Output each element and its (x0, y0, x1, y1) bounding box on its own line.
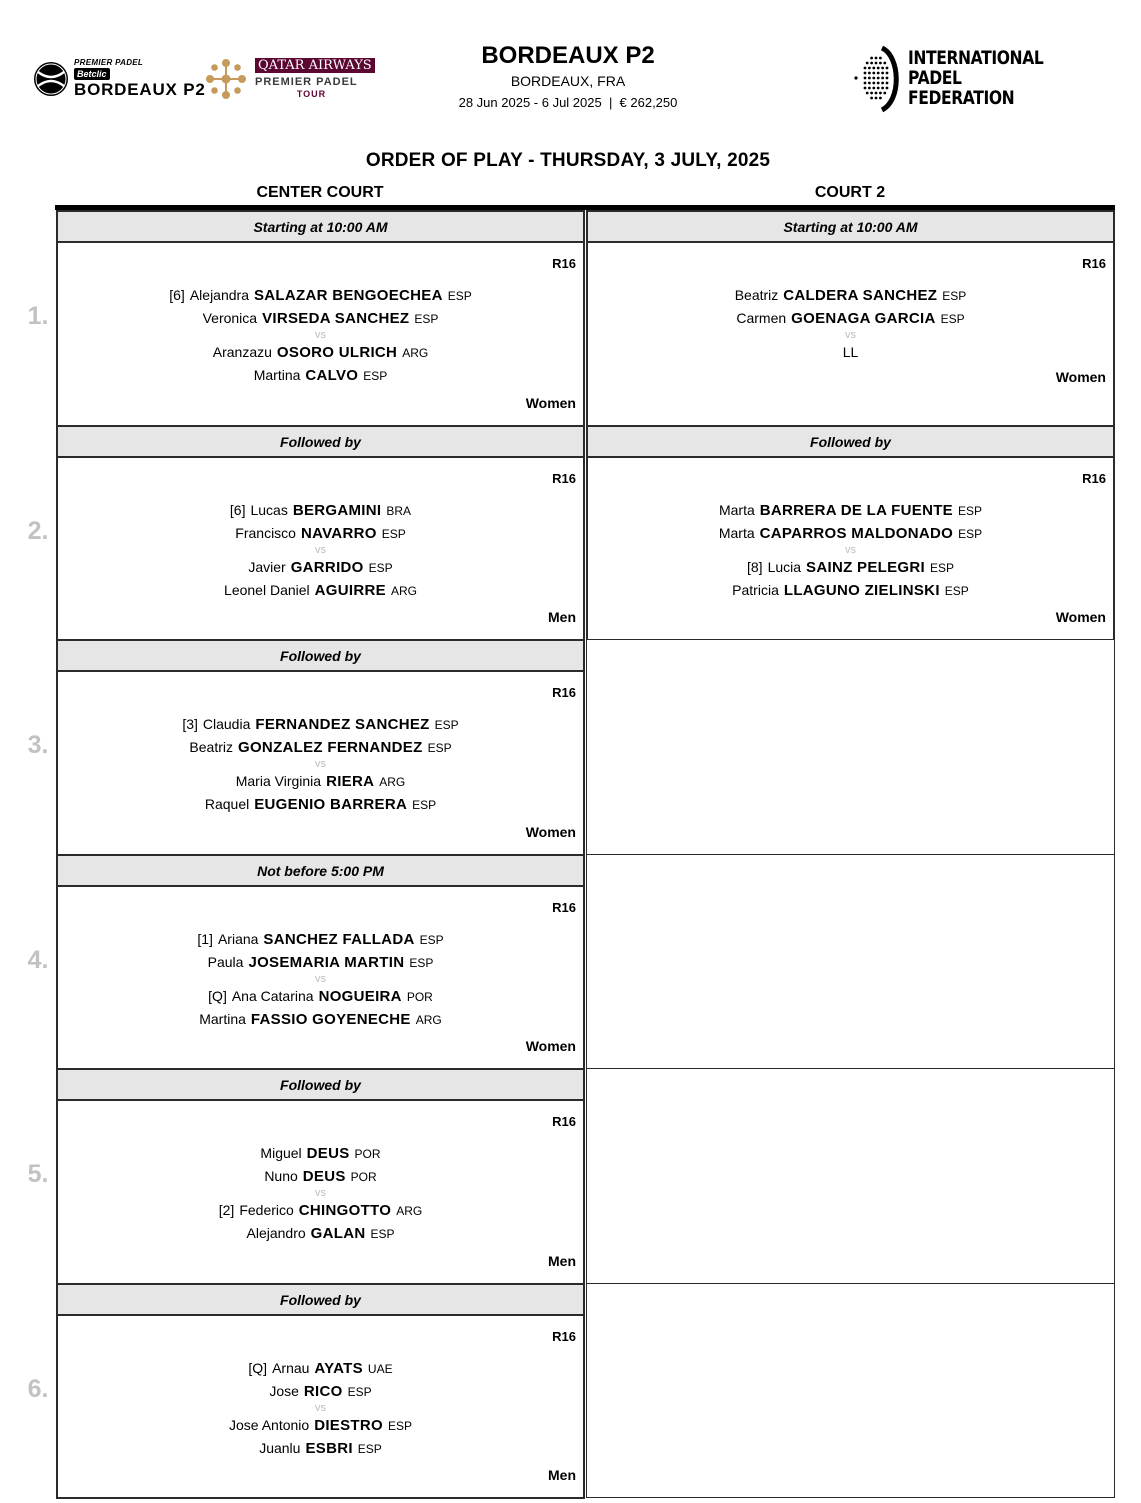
player-line (58, 793, 583, 816)
player-line (58, 1437, 583, 1460)
player-last-name: BERGAMINI (292, 501, 382, 519)
player-country: ESP (370, 1227, 395, 1241)
flower-icon (203, 56, 249, 102)
player-last-name: SANCHEZ FALLADA (263, 930, 415, 948)
player-last-name: VIRSEDA SANCHEZ (262, 310, 410, 327)
ipf-dot (872, 82, 875, 85)
match-category: Men (548, 1252, 576, 1269)
player-seed: [Q] (248, 1359, 268, 1376)
match-time-slot: Followed by (58, 1070, 583, 1101)
player-line (58, 1380, 583, 1403)
player-first-name: Beatriz (189, 739, 233, 755)
player-line (58, 713, 583, 736)
player-line (58, 284, 583, 307)
player-last-name: GOENAGA GARCIA (791, 310, 936, 327)
ipf-dot (879, 57, 882, 60)
player-last-name: EUGENIO BARRERA (254, 796, 408, 813)
player-country: ARG (379, 775, 406, 789)
player-line (58, 770, 583, 793)
match-time-slot: Followed by (58, 641, 583, 672)
versus-label: vs (315, 972, 326, 985)
ipf-text (908, 48, 1043, 108)
player-first-name: Paula (207, 953, 244, 970)
premier-padel-text: PREMIER PADEL (74, 58, 144, 67)
empty-slot (586, 639, 1115, 855)
match-time-slot: Starting at 10:00 AM (588, 212, 1113, 243)
ipf-dot (879, 97, 882, 100)
player-line (58, 951, 583, 974)
match-category: Men (548, 1467, 576, 1483)
player-last-name: AGUIRRE (314, 581, 386, 599)
player-last-name: GALAN (310, 1225, 366, 1242)
player-country: ESP (419, 932, 444, 947)
player-seed: [6] (169, 287, 185, 303)
ipf-line-1: INTERNATIONAL (908, 47, 1044, 69)
player-last-name: DEUS (306, 1145, 350, 1162)
versus-label: vs (845, 329, 856, 341)
row-number: 3. (27, 731, 49, 759)
match-cell (56, 425, 585, 642)
order-of-play-title: ORDER OF PLAY - THURSDAY, 3 JULY, 2025 (365, 150, 771, 171)
player-line (58, 499, 583, 522)
player-line (588, 307, 1113, 330)
ipf-dot (883, 92, 886, 95)
match-category: Women (1055, 368, 1106, 385)
player-country: ESP (414, 312, 439, 326)
ipf-dot (872, 72, 875, 75)
match-round: R16 (552, 899, 576, 915)
player-line (58, 1357, 583, 1380)
player-first-name: Leonel Daniel (224, 581, 310, 598)
player-seed: [8] (747, 558, 763, 575)
row-number: 4. (27, 945, 49, 974)
ipf-dot (879, 92, 882, 95)
ipf-dot (886, 87, 889, 90)
player-last-name: OSORO ULRICH (276, 344, 398, 361)
event-title: BORDEAUX P2 (481, 42, 655, 69)
match-time-slot: Followed by (58, 427, 583, 458)
player-last-name: CHINGOTTO (298, 1202, 392, 1219)
empty-slot (586, 1068, 1115, 1284)
match-cell (586, 425, 1115, 642)
ipf-dot (868, 77, 871, 80)
ipf-dot (872, 77, 875, 80)
match-cell (56, 854, 585, 1071)
player-first-name: Lucia (767, 558, 802, 575)
player-first-name: Jose Antonio (229, 1416, 310, 1433)
player-country: ESP (387, 1418, 412, 1433)
ipf-dot (877, 67, 880, 70)
player-country: BRA (386, 503, 412, 518)
player-country: ESP (940, 312, 965, 326)
match-time-slot: Followed by (58, 1285, 583, 1316)
match-cell (586, 210, 1115, 427)
player-last-name: BARRERA DE LA FUENTE (759, 501, 953, 519)
ipf-dot (881, 87, 884, 90)
ipf-dot (868, 67, 871, 70)
qatar-airways-premier-padel-logo (203, 56, 373, 104)
player-country: UAE (367, 1361, 393, 1376)
ipf-dot (872, 87, 875, 90)
player-last-name: CALVO (305, 367, 359, 384)
tour-text: TOUR (296, 89, 327, 99)
player-first-name: Claudia (202, 716, 251, 732)
player-last-name: RICO (303, 1382, 343, 1400)
match-category: Men (548, 609, 576, 625)
player-first-name: Maria Virginia (235, 773, 322, 789)
player-line (58, 341, 583, 364)
player-country: ESP (944, 583, 969, 598)
premier-padel-subtitle: PREMIER PADEL (255, 76, 358, 88)
match-time-slot: Starting at 10:00 AM (58, 212, 583, 243)
player-seed: [1] (197, 930, 213, 947)
ipf-dot (886, 77, 889, 80)
match-category: Women (525, 394, 576, 411)
player-country: ESP (347, 1384, 372, 1399)
player-line (58, 985, 583, 1008)
player-first-name: Alejandra (189, 287, 249, 303)
player-country: ESP (942, 289, 967, 303)
padel-ball-icon (32, 60, 70, 98)
ipf-dot (881, 77, 884, 80)
match-category: Women (525, 823, 576, 840)
player-last-name: NOGUEIRA (318, 987, 402, 1005)
ipf-dot (881, 67, 884, 70)
player-country: POR (354, 1147, 381, 1161)
player-country: ESP (434, 718, 459, 732)
ipf-dot (881, 82, 884, 85)
player-seed: [6] (229, 501, 246, 518)
ipf-racket-icon (852, 44, 904, 114)
ipf-dot (872, 67, 875, 70)
player-country: ESP (427, 741, 452, 755)
ipf-line-2: PADEL (908, 67, 962, 89)
player-last-name: NAVARRO (300, 524, 377, 542)
player-line (58, 522, 583, 545)
player-line (58, 307, 583, 330)
player-country: ESP (409, 955, 434, 970)
player-last-name: AYATS (314, 1359, 363, 1377)
player-country: ARG (396, 1204, 423, 1218)
player-last-name: DIESTRO (314, 1416, 383, 1434)
page-header (0, 0, 1141, 140)
player-first-name: Beatriz (734, 287, 779, 303)
player-first-name: Veronica (202, 310, 258, 326)
player-line (588, 284, 1113, 307)
player-line (58, 736, 583, 759)
player-line (58, 1222, 583, 1245)
match-round: R16 (552, 1328, 576, 1344)
player-country: POR (406, 989, 433, 1004)
player-last-name: SALAZAR BENGOECHEA (253, 287, 443, 304)
player-line (58, 1008, 583, 1031)
player-last-name: DEUS (302, 1168, 346, 1185)
match-round: R16 (1082, 256, 1106, 271)
ipf-dot (886, 82, 889, 85)
versus-label: vs (315, 1187, 326, 1199)
match-round: R16 (552, 470, 576, 486)
player-country: ARG (390, 583, 417, 598)
match-players (58, 1357, 583, 1460)
player-last-name: GONZALEZ FERNANDEZ (238, 739, 423, 756)
match-cell (56, 639, 585, 856)
player-country: ESP (381, 526, 406, 541)
player-country: ESP (368, 560, 393, 575)
player-line (588, 556, 1113, 579)
ipf-dot (877, 72, 880, 75)
ipf-dot (864, 87, 867, 90)
ipf-dot (879, 62, 882, 65)
ipf-dot (886, 72, 889, 75)
match-time-slot: Followed by (588, 427, 1113, 458)
match-category: Women (1055, 609, 1106, 625)
player-first-name: Carmen (736, 310, 787, 326)
match-players (588, 499, 1113, 602)
player-country: ESP (447, 289, 472, 303)
match-players (588, 284, 1113, 364)
player-country: POR (350, 1170, 377, 1184)
row-number: 5. (27, 1160, 49, 1188)
player-first-name: Alejandro (246, 1225, 306, 1241)
player-line (58, 1142, 583, 1165)
player-first-name: Aranzazu (212, 344, 272, 360)
player-first-name: Ana Catarina (231, 987, 314, 1004)
match-cell (56, 210, 585, 427)
bordeaux-p2-logo (32, 58, 206, 100)
match-cell (56, 1068, 585, 1285)
ipf-dot (864, 72, 867, 75)
ipf-dot (875, 57, 878, 60)
match-round: R16 (1082, 470, 1106, 486)
match-players (58, 284, 583, 387)
sponsor-badge: Betclic (74, 68, 110, 80)
player-last-name: FASSIO GOYENECHE (250, 1010, 411, 1028)
row-number: 6. (27, 1374, 49, 1403)
player-first-name: Juanlu (259, 1439, 301, 1456)
player-country: ESP (929, 560, 954, 575)
player-country: ESP (412, 798, 437, 812)
player-first-name: Miguel (260, 1145, 302, 1161)
player-first-name: Patricia (732, 581, 779, 598)
ipf-dot (886, 67, 889, 70)
player-seed: [Q] (208, 987, 227, 1004)
player-line (58, 364, 583, 387)
ipf-dot (866, 92, 869, 95)
player-first-name: Javier (248, 558, 286, 575)
match-players (58, 713, 583, 816)
match-players (58, 928, 583, 1031)
player-last-name: CALDERA SANCHEZ (783, 287, 938, 304)
ipf-dot (881, 72, 884, 75)
match-cell (56, 1283, 585, 1500)
match-round: R16 (552, 685, 576, 700)
ipf-dot (877, 77, 880, 80)
ipf-dot (870, 97, 873, 100)
event-info (420, 42, 716, 113)
versus-label: vs (315, 1401, 326, 1414)
player-first-name: Marta (718, 524, 755, 541)
empty-slot (586, 854, 1115, 1070)
player-line (588, 579, 1113, 602)
player-first-name: Marta (718, 501, 755, 518)
player-last-name: SAINZ PELEGRI (806, 558, 925, 576)
ipf-dot (870, 62, 873, 65)
player-country: ARG (415, 1012, 442, 1027)
ipf-dot (866, 62, 869, 65)
player-first-name: Francisco (235, 524, 296, 541)
player-line (58, 556, 583, 579)
ipf-dot (864, 67, 867, 70)
player-last-name: ESBRI (305, 1439, 353, 1457)
player-first-name: Lucas (250, 501, 288, 518)
player-line (58, 928, 583, 951)
versus-label: vs (315, 543, 326, 556)
ipf-dot (875, 97, 878, 100)
ipf-dot (877, 87, 880, 90)
player-first-name: Nuno (264, 1168, 298, 1184)
event-dates-prize: 28 Jun 2025 - 6 Jul 2025 | € 262,250 (458, 95, 678, 110)
player-line (58, 1414, 583, 1437)
player-line (58, 1165, 583, 1188)
ipf-dot (868, 82, 871, 85)
player-seed: [3] (182, 716, 198, 732)
court-2-heading: COURT 2 (814, 184, 886, 201)
versus-label: vs (845, 543, 856, 556)
ipf-dot (883, 62, 886, 65)
center-court-heading: CENTER COURT (256, 184, 384, 201)
player-first-name: Arnau (272, 1359, 310, 1376)
ipf-dot (854, 76, 857, 79)
ipf-dot (877, 82, 880, 85)
match-round: R16 (552, 256, 576, 271)
ipf-dot (864, 82, 867, 85)
match-time-slot: Not before 5:00 PM (58, 856, 583, 887)
logo-event-name: BORDEAUX P2 (74, 80, 206, 99)
ipf-dot (875, 62, 878, 65)
ipf-dot (875, 92, 878, 95)
ipf-dot (864, 77, 867, 80)
row-number: 1. (27, 302, 49, 330)
player-first-name: Jose (269, 1382, 299, 1399)
ipf-dot (870, 92, 873, 95)
international-padel-federation-logo (852, 44, 1044, 114)
player-last-name: JOSEMARIA MARTIN (248, 953, 405, 971)
player-first-name: Federico (239, 1202, 294, 1218)
player-first-name: Raquel (204, 796, 250, 812)
ipf-line-3: FEDERATION (908, 87, 1015, 109)
player-last-name: RIERA (326, 773, 375, 790)
player-country: ESP (958, 503, 983, 518)
match-category: Women (525, 1038, 576, 1054)
player-first-name: Martina (199, 1010, 246, 1027)
versus-label: vs (315, 329, 326, 341)
player-line (58, 1199, 583, 1222)
player-last-name: LLAGUNO ZIELINSKI (783, 581, 940, 599)
versus-label: vs (315, 758, 326, 770)
empty-slot (586, 1283, 1115, 1499)
player-country: ESP (357, 1441, 382, 1456)
player-last-name: CAPARROS MALDONADO (759, 524, 954, 542)
player-line (58, 579, 583, 602)
player-first-name: Ariana (217, 930, 259, 947)
player-line (588, 522, 1113, 545)
player-country: ARG (402, 346, 429, 360)
ipf-dot (868, 87, 871, 90)
event-location: BORDEAUX, FRA (510, 73, 626, 89)
player-last-name: GARRIDO (290, 558, 364, 576)
ipf-dot (870, 57, 873, 60)
player-last-name: FERNANDEZ SANCHEZ (255, 716, 430, 733)
match-players (58, 1142, 583, 1245)
match-round: R16 (552, 1114, 576, 1129)
qatar-airways-text: QATAR AIRWAYS (255, 58, 375, 73)
lucky-loser-placeholder: LL (842, 344, 859, 360)
player-country: ESP (363, 369, 388, 383)
player-seed: [2] (218, 1202, 235, 1218)
match-players (58, 499, 583, 602)
player-first-name: Martina (253, 367, 301, 383)
player-line (588, 499, 1113, 522)
row-number: 2. (27, 516, 49, 545)
player-country: ESP (958, 526, 983, 541)
ipf-dot (868, 72, 871, 75)
